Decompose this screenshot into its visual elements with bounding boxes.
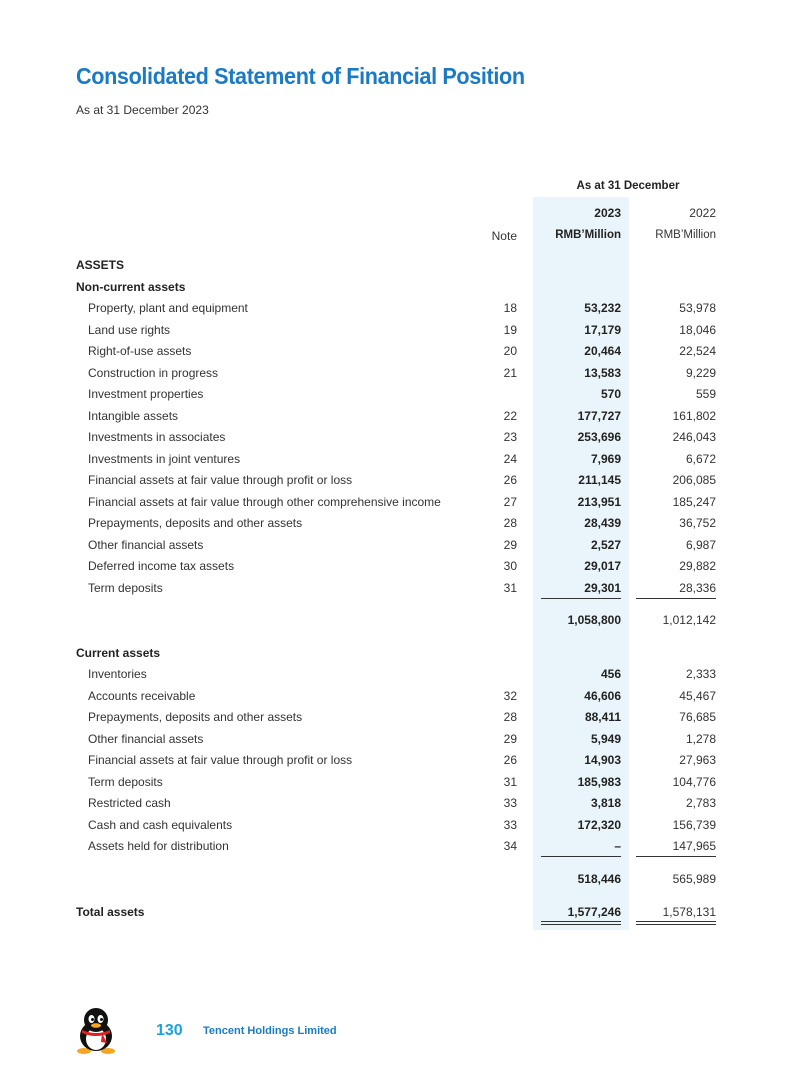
- row-value-2023: 185,983: [577, 775, 621, 789]
- row-label: Right-of-use assets: [88, 344, 192, 358]
- row-note: 28: [503, 516, 517, 530]
- row-value-2023: 3,818: [590, 796, 621, 810]
- row-value-2023: –: [614, 839, 621, 853]
- row-note: 21: [503, 366, 517, 380]
- row-note: 29: [503, 538, 517, 552]
- subtotal-rule: [541, 598, 621, 599]
- row-value-2022: 559: [695, 387, 716, 401]
- row-label: ASSETS: [76, 258, 125, 272]
- row-label: Assets held for distribution: [88, 839, 229, 853]
- row-value-2023: 28,439: [584, 516, 621, 530]
- row-value-2023: 253,696: [577, 430, 621, 444]
- row-note: 33: [503, 796, 517, 810]
- row-value-2022: 53,978: [679, 301, 716, 315]
- row-label: Deferred income tax assets: [88, 559, 235, 573]
- row-label: Restricted cash: [88, 796, 171, 810]
- total-rule: [541, 921, 621, 922]
- row-value-2023: 29,017: [584, 559, 621, 573]
- row-note: 26: [503, 753, 517, 767]
- row-value-2022: 161,802: [672, 409, 716, 423]
- row-value-2022: 9,229: [685, 366, 716, 380]
- row-value-2022: 36,752: [679, 516, 716, 530]
- row-value-2022: 206,085: [672, 473, 716, 487]
- row-value-2022: 18,046: [679, 323, 716, 337]
- row-label: Investments in associates: [88, 430, 226, 444]
- unit-current-header: RMB’Million: [555, 229, 621, 241]
- row-value-2022: 22,524: [679, 344, 716, 358]
- row-value-2022: 1,012,142: [662, 613, 716, 627]
- row-label: Financial assets at fair value through other comprehensive income: [88, 495, 441, 509]
- row-value-2022: 6,672: [685, 452, 716, 466]
- row-value-2022: 104,776: [672, 775, 716, 789]
- row-label: Other financial assets: [88, 538, 204, 552]
- row-label: Non-current assets: [76, 280, 186, 294]
- row-value-2022: 1,578,131: [662, 905, 716, 919]
- row-label: Intangible assets: [88, 409, 179, 423]
- row-label: Prepayments, deposits and other assets: [88, 516, 303, 530]
- page-subtitle: As at 31 December 2023: [76, 103, 209, 117]
- row-value-2023: 1,577,246: [567, 905, 621, 919]
- row-value-2023: 172,320: [577, 818, 621, 832]
- row-label: Property, plant and equipment: [88, 301, 248, 315]
- row-label: Financial assets at fair value through profit or loss: [88, 753, 353, 767]
- row-label: Investments in joint ventures: [88, 452, 241, 466]
- row-note: 32: [503, 689, 517, 703]
- row-note: 31: [503, 775, 517, 789]
- row-value-2023: 7,969: [590, 452, 621, 466]
- row-value-2023: 211,145: [578, 473, 621, 487]
- row-value-2023: 13,583: [584, 366, 621, 380]
- row-label: Cash and cash equivalents: [88, 818, 233, 832]
- row-note: 34: [503, 839, 517, 853]
- row-value-2022: 246,043: [672, 430, 716, 444]
- subtotal-rule: [541, 856, 621, 857]
- year-prior-header: 2022: [689, 206, 716, 220]
- row-value-2023: 46,606: [584, 689, 621, 703]
- row-value-2022: 6,987: [685, 538, 716, 552]
- row-label: Other financial assets: [88, 732, 204, 746]
- row-value-2023: 1,058,800: [567, 613, 621, 627]
- row-note: 33: [503, 818, 517, 832]
- row-note: 19: [503, 323, 517, 337]
- row-label: Land use rights: [88, 323, 171, 337]
- row-label: Term deposits: [88, 775, 163, 789]
- row-label: Construction in progress: [88, 366, 219, 380]
- row-value-2023: 456: [600, 667, 621, 681]
- row-value-2022: 185,247: [672, 495, 716, 509]
- subtotal-rule: [636, 598, 716, 599]
- page-title: Consolidated Statement of Financial Position: [76, 63, 525, 89]
- year-current-header: 2023: [594, 206, 621, 220]
- total-double-rule: [636, 924, 716, 925]
- row-note: 30: [503, 559, 517, 573]
- company-name: Tencent Holdings Limited: [203, 1025, 337, 1037]
- row-value-2023: 53,232: [584, 301, 621, 315]
- qq-penguin-icon: [76, 1006, 116, 1054]
- row-value-2022: 147,965: [672, 839, 716, 853]
- row-label: Total assets: [76, 905, 145, 919]
- row-value-2023: 88,411: [584, 710, 621, 724]
- row-note: 22: [503, 409, 517, 423]
- row-value-2023: 213,951: [577, 495, 621, 509]
- row-value-2023: 17,179: [584, 323, 621, 337]
- row-note: 27: [503, 495, 517, 509]
- row-note: 23: [503, 430, 517, 444]
- total-double-rule: [541, 924, 621, 925]
- row-value-2022: 45,467: [679, 689, 716, 703]
- row-note: 28: [503, 710, 517, 724]
- row-value-2022: 2,333: [685, 667, 716, 681]
- row-value-2023: 518,446: [577, 872, 621, 886]
- note-column-header: Note: [491, 229, 517, 243]
- row-label: Current assets: [76, 646, 161, 660]
- row-value-2022: 76,685: [679, 710, 716, 724]
- row-note: 31: [503, 581, 517, 595]
- total-rule: [636, 921, 716, 922]
- row-value-2023: 570: [600, 387, 621, 401]
- row-note: 24: [503, 452, 517, 466]
- row-value-2022: 2,783: [685, 796, 716, 810]
- row-value-2022: 156,739: [672, 818, 716, 832]
- page-number: 130: [156, 1022, 183, 1039]
- row-value-2022: 28,336: [679, 581, 716, 595]
- row-label: Term deposits: [88, 581, 163, 595]
- row-value-2022: 27,963: [679, 753, 716, 767]
- unit-prior-header: RMB’Million: [655, 229, 716, 241]
- row-note: 18: [503, 301, 517, 315]
- row-note: 20: [503, 344, 517, 358]
- row-value-2023: 29,301: [584, 581, 621, 595]
- subtotal-rule: [636, 856, 716, 857]
- row-label: Prepayments, deposits and other assets: [88, 710, 303, 724]
- row-value-2022: 565,989: [672, 872, 716, 886]
- row-note: 29: [503, 732, 517, 746]
- row-note: 26: [503, 473, 517, 487]
- row-value-2022: 29,882: [679, 559, 716, 573]
- period-header: As at 31 December: [576, 180, 680, 192]
- row-label: Financial assets at fair value through profit or loss: [88, 473, 353, 487]
- row-label: Accounts receivable: [88, 689, 196, 703]
- row-value-2022: 1,278: [685, 732, 716, 746]
- row-label: Inventories: [88, 667, 147, 681]
- row-value-2023: 20,464: [584, 344, 621, 358]
- row-label: Investment properties: [88, 387, 204, 401]
- row-value-2023: 177,727: [577, 409, 621, 423]
- row-value-2023: 5,949: [590, 732, 621, 746]
- row-value-2023: 14,903: [584, 753, 621, 767]
- row-value-2023: 2,527: [590, 538, 621, 552]
